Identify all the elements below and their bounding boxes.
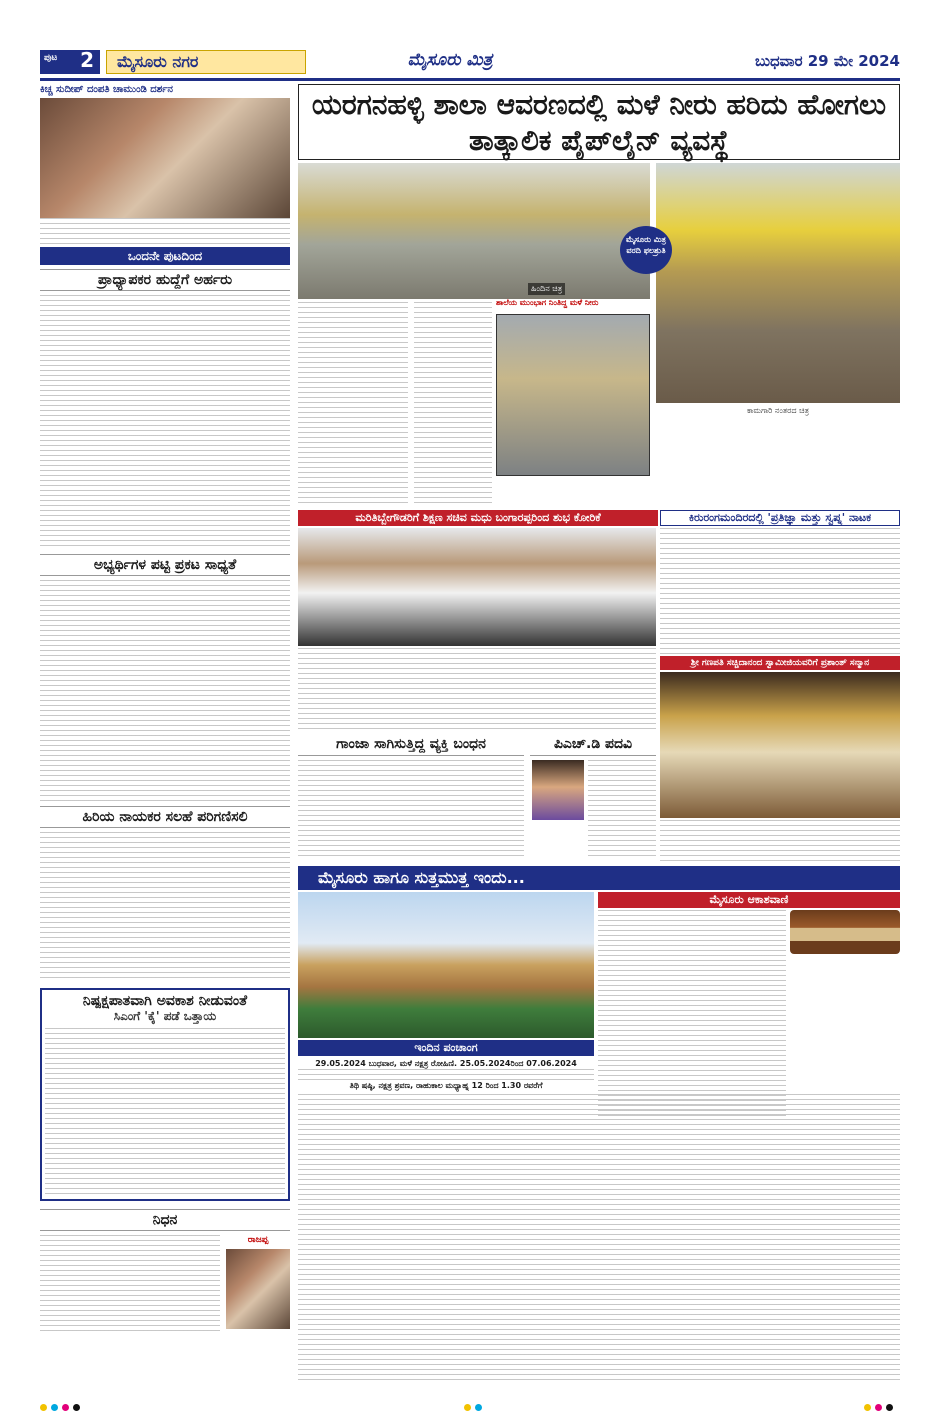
article-body-seniors [40,832,290,982]
panchanga-text [298,1058,594,1091]
ganja-arrest-headline: ಗಾಂಜಾ ಸಾಗಿಸುತ್ತಿದ್ದ ವ್ಯಕ್ತಿ ಬಂಧನ [298,736,524,756]
paper-name: ಮೈಸೂರು ಮಿತ್ರ [407,50,493,70]
ganja-arrest-body [298,760,524,860]
inset-photo-caption: ಶಾಲೆಯ ಮುಂಭಾಗ ನಿಂತಿದ್ದ ಮಳೆ ನೀರು [496,298,599,307]
page-number: 2 [80,48,94,72]
phd-recipient-photo [532,760,584,820]
lead-story-column-1 [298,302,408,507]
article-head-seniors: ಹಿರಿಯ ನಾಯಕರ ಸಲಹೆ ಪರಿಗಣಿಸಲಿ [40,806,290,828]
school-after-work-photo [656,163,900,403]
top-photo-caption [40,218,290,244]
minister-greeting-strip: ಮರಿತಿಬ್ಬೇಗೌಡರಿಗೆ ಶಿಕ್ಷಣ ಸಚಿವ ಮಧು ಬಂಗಾರಪ್ಪರಿಂದ ಶುಭ ಕೋರಿಕೆ [298,510,658,526]
boxed-article-head: ನಿಷ್ಪಕ್ಷಪಾತವಾಗಿ ಅವಕಾಶ ನೀಡುವಂತೆ [82,993,248,1009]
top-photo-title: ಕಿಚ್ಚ ಸುದೀಪ್ ದಂಪತಿ ಚಾಮುಂಡಿ ದರ್ಶನ [40,84,173,95]
drama-article-body [660,528,900,654]
felicitation-caption [298,648,656,730]
page-number-badge [40,50,100,74]
masthead-rule [40,78,900,81]
article-head-candidates: ಅಭ್ಯರ್ಥಿಗಳ ಪಟ್ಟಿ ಪ್ರಕಟ ಸಾಧ್ಯತೆ [40,554,290,576]
section-title: ಮೈಸೂರು ನಗರ [106,50,306,74]
yellow-dot [40,1404,47,1411]
panchanga-line-3: ತಿಥಿ ಷಷ್ಠಿ, ನಕ್ಷತ್ರ ಶ್ರವಣ, ರಾಹುಕಾಲ ಮಧ್ಯಾಹ್ನ 12 ರಿಂದ 1.30 ರವರೆಗೆ [349,1081,543,1090]
cyan-dot [51,1404,58,1411]
black-dot [73,1404,80,1411]
article-body-candidates [40,580,290,802]
panchanga-band: ಇಂದಿನ ಪಂಚಾಂಗ [298,1040,594,1056]
panchanga-line-2 [298,1069,594,1080]
page-word: ಪುಟ [44,53,58,63]
flooded-school-photo [298,163,650,299]
swamiji-felicitation-photo [660,672,900,818]
swamiji-photo-caption [660,820,900,864]
magenta-dot [62,1404,69,1411]
drama-headline: ಕಿರುರಂಗಮಂದಿರದಲ್ಲಿ 'ಪ್ರತಿಜ್ಞಾ ಮತ್ತು ಸ್ವಪ್ನ' ನಾಟಕ [660,510,900,526]
continued-band: ಒಂದನೇ ಪುಟದಿಂದ [40,247,290,265]
today-events-heading: ಮೈಸೂರು ಹಾಗೂ ಸುತ್ತಮುತ್ತ ಇಂದು... [298,866,900,890]
cyan-dot [475,1404,482,1411]
boxed-article [40,988,290,1201]
radio-schedule-body [598,910,786,1120]
panchanga-line-1: 29.05.2024 ಬುಧವಾರ, ಮಳೆ ನಕ್ಷತ್ರ ರೋಹಿಣಿ. 25.05.2024ರಿಂದ 07.06.2024 [315,1059,577,1068]
boxed-article-body [45,1028,285,1196]
boxed-article-subhead: ಸಿಎಂಗೆ 'ಕೈ' ಪಡೆ ಒತ್ತಾಯ [113,1009,217,1023]
masthead [40,50,900,76]
black-dot [886,1404,893,1411]
issue-date: ಬುಧವಾರ 29 ಮೇ 2024 [755,52,900,70]
obituary-photo [226,1249,290,1329]
impact-badge: ಮೈಸೂರು ಮಿತ್ರ ವರದಿ ಫಲಶ್ರುತಿ [620,226,672,274]
yellow-dot [864,1404,871,1411]
magenta-dot [875,1404,882,1411]
phd-body [588,760,656,860]
earlier-photo-tag: ಹಿಂದಿನ ಚಿತ್ರ [528,283,565,295]
article-head-professors: ಪ್ರಾಧ್ಯಾಪಕರ ಹುದ್ದೆಗೆ ಅರ್ಹರು [40,269,290,291]
swamiji-felicitation-strip: ಶ್ರೀ ಗಣಪತಿ ಸಚ್ಚಿದಾನಂದ ಸ್ವಾಮೀಜಿಯವರಿಗೆ ಪ್ರಶಾಂತ್ ಸನ್ಮಾನ [660,656,900,670]
events-listing-body [298,1094,900,1384]
yellow-dot [464,1404,471,1411]
print-registration-dots [40,1402,900,1414]
mysore-palace-photo [298,892,594,1038]
radio-icon [790,910,900,954]
phd-headline: ಪಿಎಚ್.ಡಿ ಪದವಿ [530,736,656,756]
radio-schedule-band: ಮೈಸೂರು ಆಕಾಶವಾಣಿ [598,892,900,908]
obituary [40,1235,290,1335]
after-work-caption: ಕಾಮಗಾರಿ ನಂತರದ ಚಿತ್ರ [746,406,810,415]
school-front-inset-photo [496,314,650,476]
left-column [40,84,290,1384]
minister-felicitation-photo [298,528,656,646]
lead-story-column-2 [414,302,492,507]
article-body-professors [40,295,290,550]
lead-headline: ಯರಗನಹಳ್ಳಿ ಶಾಲಾ ಆವರಣದಲ್ಲಿ ಮಳೆ ನೀರು ಹರಿದು ಹೋಗಲು ತಾತ್ಕಾಲಿಕ ಪೈಪ್‌ಲೈನ್ ವ್ಯವಸ್ಥೆ [298,84,900,160]
celebrity-temple-photo [40,98,290,218]
obituary-name: ರಾಜಪ್ಪ [247,1235,269,1245]
obituary-head: ನಿಧನ [40,1209,290,1231]
obituary-body [40,1235,220,1335]
